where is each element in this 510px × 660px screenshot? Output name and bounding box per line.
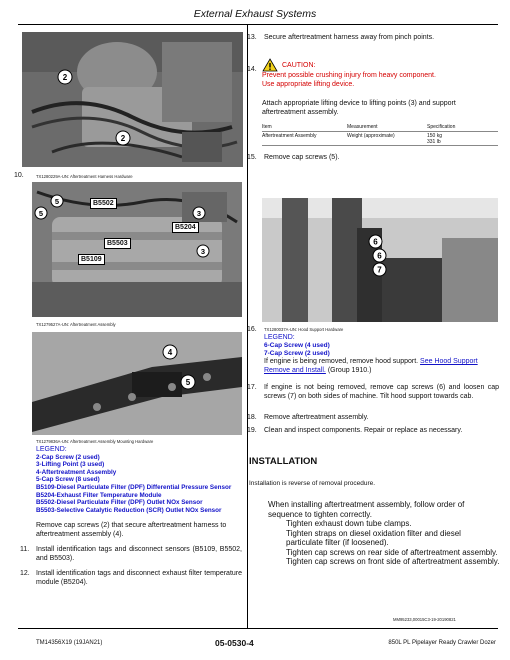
list-item: Tighten cap screws on front side of aftertreatment assembly. — [286, 557, 500, 567]
figure-caption: TX1280037A-UN: Hood Support Hardware — [264, 327, 344, 332]
installation-heading: INSTALLATION — [249, 456, 318, 467]
callout-bubble — [192, 206, 206, 220]
step-11-text: Install identification tags and disconnect sensors (B5109, B5502, and B5503). — [36, 546, 242, 562]
legend-item: B5109-Diesel Particulate Filter (DPF) Differential Pressure Sensor — [36, 483, 232, 491]
step-10-text: Remove cap screws (2) that secure aftertreatment harness to aftertreatment assembly (4). — [36, 522, 227, 538]
callout-number: 7 — [377, 265, 382, 275]
legend-item: 7-Cap Screw (2 used) — [264, 349, 330, 357]
step-17-number: 17. — [247, 384, 257, 391]
table-header-measurement: Measurement — [347, 124, 378, 130]
step-13-text: Secure aftertreatment harness away from pinch points. — [264, 34, 435, 41]
legend-item: 4-Aftertreatment Assembly — [36, 468, 117, 476]
legend-item: 2-Cap Screw (2 used) — [36, 453, 100, 461]
sensor-label-b5109: B5109 — [78, 254, 105, 265]
spec-table — [262, 124, 498, 146]
table-header-item: Item — [262, 124, 272, 130]
table-row — [262, 132, 498, 146]
caution-line-1: Prevent possible crushing injury from heavy component. — [262, 72, 436, 79]
step-19-number: 19. — [247, 427, 257, 434]
footer-doc-id: TM14356X19 (19JAN21) — [36, 640, 103, 646]
step-12-text: Install identification tags and disconnect exhaust filter temperature module (B5204). — [36, 570, 242, 586]
callout-bubble — [50, 194, 64, 208]
figure-aftertreatment-assembly — [32, 182, 242, 317]
legend-title: LEGEND: — [264, 334, 295, 341]
callout-number: 2 — [120, 134, 126, 143]
spec-metric: 150 kg — [427, 133, 443, 139]
callout-bubble — [368, 234, 383, 249]
callout-bubble — [180, 374, 196, 390]
callout-bubble — [57, 69, 73, 85]
installation-lead: When installing aftertreatment assembly, follow order of sequence to tighten correctly. — [268, 500, 465, 519]
callout-number: 2 — [62, 73, 68, 82]
callout-bubble — [372, 248, 387, 263]
hood-support-link[interactable]: See Hood Support Remove and Install. — [264, 358, 478, 374]
step-16-text-before: If engine is being removed, remove hood support. — [264, 358, 419, 365]
callout-bubble — [372, 262, 387, 277]
callout-number: 6 — [373, 237, 378, 247]
callout-number: 5 — [185, 378, 191, 387]
page-header-title: External Exhaust Systems — [193, 8, 317, 20]
table-cell-spec — [427, 133, 497, 145]
table-cell: Aftertreatment Assembly — [262, 133, 317, 139]
step-14-number: 14. — [247, 66, 257, 73]
legend-item: B5502-Diesel Particulate Filter (DPF) Outlet NOx Sensor — [36, 499, 203, 507]
spec-imperial: 331 lb — [427, 139, 441, 145]
legend-item: 5-Cap Screw (8 used) — [36, 476, 100, 484]
legend-left — [36, 446, 244, 514]
sensor-label-b5502: B5502 — [90, 198, 117, 209]
step-18-text: Remove aftertreatment assembly. — [264, 414, 369, 421]
installation-list — [286, 519, 500, 567]
callout-bubble — [115, 130, 131, 146]
sensor-label-b5204: B5204 — [172, 222, 199, 233]
figure-hood-support — [262, 198, 498, 322]
step-16-number: 16. — [247, 326, 257, 333]
step-17-text: If engine is not being removed, remove cap screws (6) and loosen cap screws (7) on both sides of machine. Tilt hood support towards cab. — [264, 384, 499, 400]
list-item: Tighten cap screws on rear side of aftertreatment assembly. — [286, 547, 498, 557]
header-rule — [18, 24, 498, 25]
step-14-text: Attach appropriate lifting device to lifting points (3) and support aftertreatment assembly. — [262, 100, 456, 116]
list-item: Tighten exhaust down tube clamps. — [286, 519, 412, 528]
legend-item: B5503-Selective Catalytic Reduction (SCR) Outlet NOx Sensor — [36, 506, 222, 514]
reference-code: MM95233,00015C3-19-20190821 — [393, 617, 456, 622]
table-header-spec: Specification — [427, 124, 456, 130]
caution-title: CAUTION: — [282, 62, 316, 69]
step-16-text-after: (Group 1910.) — [327, 366, 372, 374]
step-10-number: 10. — [14, 172, 24, 179]
list-item: Tighten straps on diesel oxidation filter and diesel particulate filter (if loosened). — [286, 528, 461, 548]
installation-intro: Installation is reverse of removal procedure. — [249, 480, 376, 487]
callout-number: 3 — [200, 247, 206, 256]
callout-number: 5 — [38, 209, 44, 218]
footer-rule — [18, 628, 498, 629]
step-19-text: Clean and inspect components. Repair or replace as necessary. — [264, 427, 463, 434]
footer-page-number: 05-0530-4 — [215, 638, 254, 648]
callout-number: 3 — [196, 209, 202, 218]
step-16-text — [264, 358, 500, 375]
spec-table-header — [262, 124, 498, 132]
callout-bubble — [162, 344, 178, 360]
step-11-number: 11. — [20, 546, 30, 553]
callout-number: 6 — [377, 251, 382, 261]
step-15-text: Remove cap screws (5). — [264, 154, 340, 161]
callout-number: 4 — [167, 348, 173, 357]
figure-caption: TX1279836A-UN: Aftertreatment Assembly Mounting Hardware — [36, 439, 154, 444]
step-12-number: 12. — [20, 570, 30, 577]
callout-number: 5 — [54, 197, 60, 206]
caution-line-2: Use appropriate lifting device. — [262, 81, 355, 88]
step-18-number: 18. — [247, 414, 257, 421]
legend-item: 6-Cap Screw (4 used) — [264, 341, 330, 349]
figure-caption: TX1280229A-UN: Aftertreatment Harness Hardware — [36, 174, 133, 179]
sensor-label-b5503: B5503 — [104, 238, 131, 249]
callout-bubble — [34, 206, 48, 220]
footer-machine-name: 850L PL Pipelayer Ready Crawler Dozer — [388, 640, 496, 646]
legend-item: 3-Lifting Point (3 used) — [36, 461, 105, 469]
figure-harness-hardware — [22, 32, 243, 167]
legend-title: LEGEND: — [36, 446, 67, 453]
figure-mounting-hardware — [32, 332, 242, 435]
step-15-number: 15. — [247, 154, 257, 161]
callout-bubble — [196, 244, 210, 258]
table-cell: Weight (approximate) — [347, 133, 395, 139]
legend-right — [264, 334, 500, 357]
figure-caption: TX1279527A-UN: Aftertreatment Assembly — [36, 322, 116, 327]
step-13-number: 13. — [247, 34, 257, 41]
legend-item: B5204-Exhaust Filter Temperature Module — [36, 491, 162, 499]
